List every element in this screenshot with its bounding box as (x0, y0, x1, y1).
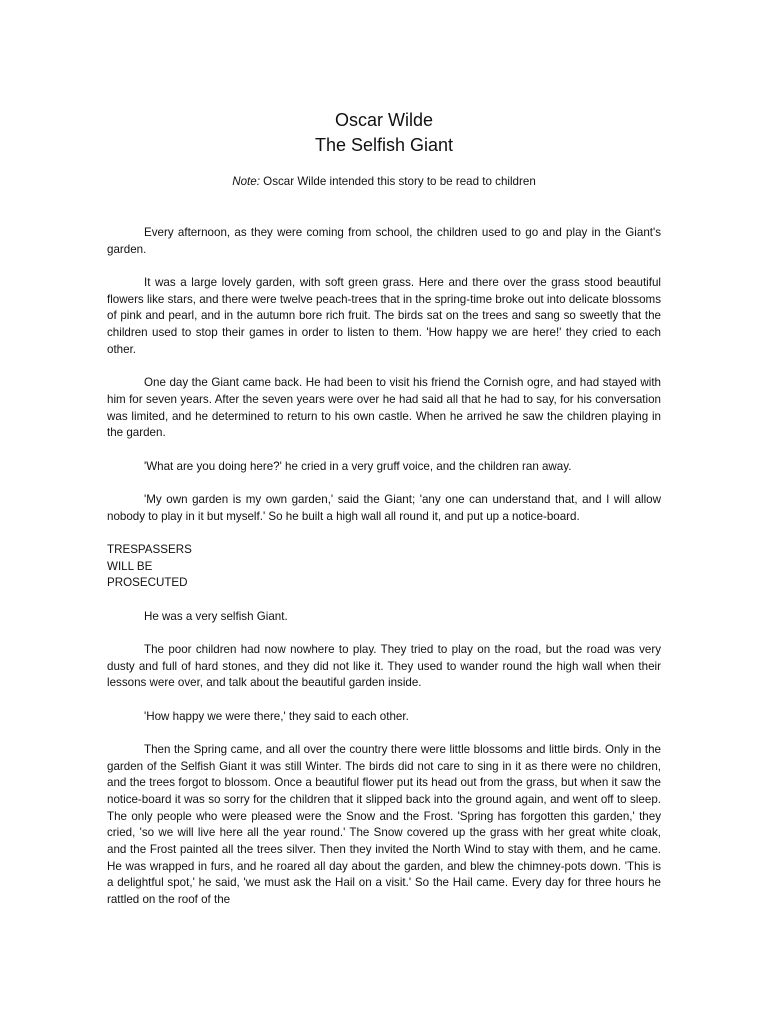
paragraph: Every afternoon, as they were coming from school, the children used to go and play in the Giant's garden. (107, 226, 661, 256)
sign-line: TRESPASSERS (107, 542, 192, 556)
paragraph: He was a very selfish Giant. (144, 609, 288, 623)
author-heading: Oscar Wilde (334, 110, 433, 130)
document-page (107, 108, 661, 925)
paragraph: 'My own garden is my own garden,' said the Giant; 'any one can understand that, and I will allow nobody to play in it but myself.' So he built a high wall all round it, and put up a notice-board. (107, 492, 661, 523)
paragraph: One day the Giant came back. He had been to visit his friend the Cornish ogre, and had stayed with him for seven years. After the seven years were over he had said all that he had to say, for his conversation was limited, and he determined to return to his own castle. When he arrived he saw the children playing in the garden. (107, 376, 661, 440)
notice-board-text (107, 542, 661, 592)
paragraph: 'How happy we were there,' they said to each other. (144, 709, 409, 723)
paragraph: It was a large lovely garden, with soft green grass. Here and there over the grass stood beautiful flowers like stars, and there were twelve peach-trees that in the spring-time broke out into delicate blossoms of pink and pearl, and in the autumn bore rich fruit. The birds sat on the trees and sang so sweetly that the children used to stop their games in order to listen to them. 'How happy we are here!' they cried to each other. (107, 276, 661, 356)
story-body (107, 225, 661, 909)
paragraph: Then the Spring came, and all over the country there were little blossoms and little birds. Only in the garden of the Selfish Giant it was still Winter. The birds did not care to sing in it as there were no children, and the trees forgot to blossom. Once a beautiful flower put its head out from the grass, but when it saw the notice-board it was so sorry for the children that it slipped back into the ground again, and went off to sleep. The only people who were pleased were the Snow and the Frost. 'Spring has forgotten this garden,' they cried, 'so we will live here all the year round.' The Snow covered up the grass with her great white cloak, and the Frost painted all the trees silver. Then they invited the North Wind to stay with them, and he came. He was wrapped in furs, and he roared all day about the garden, and blew the chimney-pots down. 'This is a delightful spot,' he said, 'we must ask the Hail on a visit.' So the Hail came. Every day for three hours he rattled on the roof of the (107, 742, 661, 907)
note-label: Note: (232, 175, 260, 188)
paragraph: 'What are you doing here?' he cried in a very gruff voice, and the children ran away. (144, 459, 572, 473)
sign-line: PROSECUTED (107, 576, 188, 590)
note-text: Oscar Wilde intended this story to be read to children (259, 175, 536, 188)
sign-line: WILL BE (107, 559, 153, 573)
note-line (107, 174, 661, 190)
story-title: The Selfish Giant (314, 135, 454, 155)
paragraph: The poor children had now nowhere to play. They tried to play on the road, but the road was very dusty and full of hard stones, and they did not like it. They used to wander round the high wall when their lessons were over, and talk about the beautiful garden inside. (107, 642, 661, 690)
